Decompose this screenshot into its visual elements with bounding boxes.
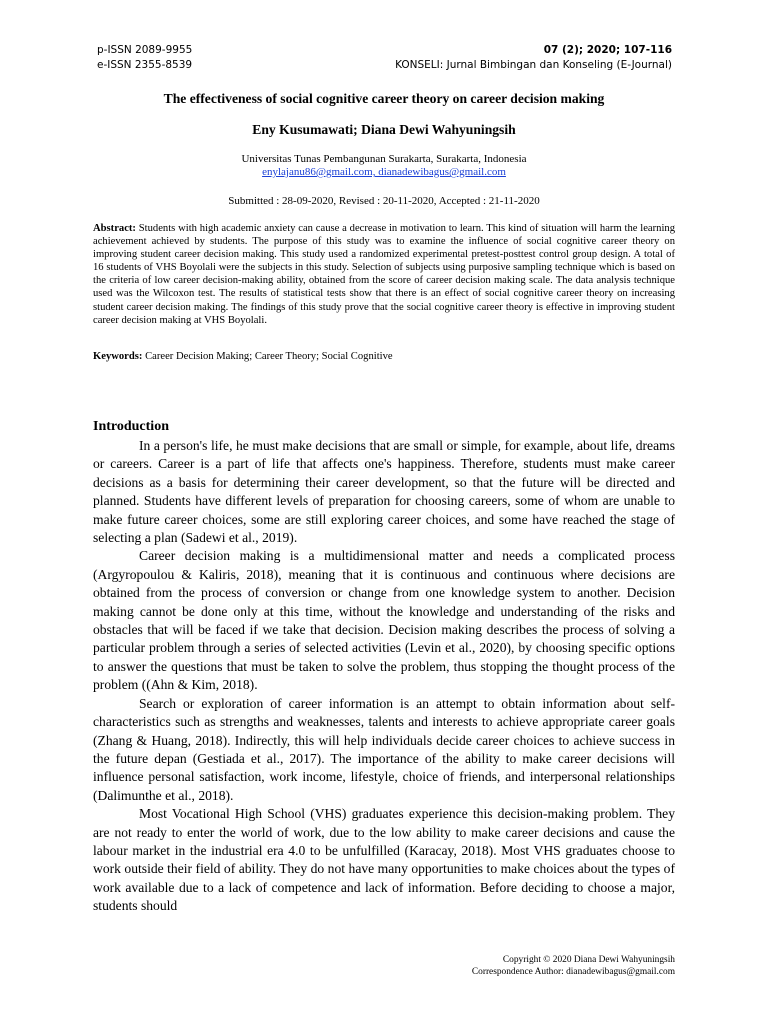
correspondence-author: Correspondence Author: dianadewibagus@gmail.com [471, 966, 675, 977]
section-heading-introduction: Introduction [93, 419, 169, 434]
paragraph: In a person's life, he must make decisions that are small or simple, for example, about life, dreams or careers. Career is a part of life that affects one's happiness. Therefore, students must make career decisions as a basis for determining their career development, so that the future will be directed and planned. Students have different levels of preparation for choosing careers, some of whom are unable to make future career choices, some are still exploring career choices, and some have reached the stage of selecting a plan (Sadewi et al., 2019). [93, 438, 675, 546]
keywords [93, 350, 675, 363]
author-emails[interactable]: enylajanu86@gmail.com, dianadewibagus@gmail.com [262, 166, 506, 178]
submission-dates: Submitted : 28-09-2020, Revised : 20-11-2020, Accepted : 21-11-2020 [228, 195, 540, 207]
keywords-text: Career Decision Making; Career Theory; Social Cognitive [142, 351, 393, 362]
copyright-notice: Copyright © 2020 Diana Dewi Wahyuningsih [502, 955, 675, 965]
paragraph: Career decision making is a multidimensional matter and needs a complicated process (Argyropoulou & Kaliris, 2018), meaning that it is continuous and continuous where decisions are obtained from the process of conversion or change from one knowledge system to another. Decision making cannot be done only at this time, without the knowledge and understanding of the risks and obstacles that will be faced if we take that decision. Decision making describes the process of solving a particular problem through a series of selected activities (Levin et al., 2020), by choosing specific options to answer the questions that must be taken to solve the problem, thus stopping the thought process of the problem ((Ahn & Kim, 2018). [93, 548, 675, 693]
paragraph: Most Vocational High School (VHS) graduates experience this decision-making problem. They are not ready to enter the world of work, due to the low ability to make career decisions and cause the labour market in the industrial era 4.0 to be unfulfilled (Karacay, 2018). Most VHS graduates choose to work outside their field of ability. They do not have many opportunities to make choices about the types of work available due to a lack of competence and lack of information. Before deciding to choose a major, students should [93, 806, 675, 914]
print-issn: p-ISSN 2089-9955 [97, 44, 193, 56]
abstract [93, 222, 675, 327]
electronic-issn: e-ISSN 2355-8539 [97, 59, 193, 71]
volume-info: 07 (2); 2020; 107-116 [543, 44, 672, 56]
affiliation: Universitas Tunas Pembangunan Surakarta, Surakarta, Indonesia [241, 153, 527, 165]
journal-name: KONSELI: Jurnal Bimbingan dan Konseling (E-Journal) [395, 59, 672, 71]
journal-info-block [395, 43, 672, 73]
abstract-label: Abstract: [93, 223, 136, 234]
page-footer [472, 955, 675, 978]
paragraph: Search or exploration of career information is an attempt to obtain information about self-characteristics such as strengths and weaknesses, talents and interests to achieve appropriate career goals (Zhang & Huang, 2018). Indirectly, this will help individuals decide career choices to achieve success in the future depan (Gestiada et al., 2017). The importance of the ability to make career decisions will influence personal satisfaction, work income, lifestyle, choice of friends, and interpersonal relationships (Dalimunthe et al., 2018). [93, 695, 675, 803]
keywords-label: Keywords: [93, 351, 143, 362]
issn-block [97, 43, 192, 73]
paper-title: The effectiveness of social cognitive career theory on career decision making [163, 91, 605, 106]
paper-authors: Eny Kusumawati; Diana Dewi Wahyuningsih [252, 122, 516, 137]
abstract-text: Students with high academic anxiety can cause a decrease in motivation to learn. This kind of situation will harm the learning achievement achieved by students. The purpose of this study was to examine the influence of social cognitive career theory on improving student career decision making. This study used a randomized experimental pretest-posttest control group design. A total of 16 students of VHS Boyolali were the subjects in this study. Selection of subjects using purposive sampling technique which is based on the criteria of low career decision-making ability, obtained from the score of career decision making scale. The data analysis technique used was the Wilcoxon test. The results of statistical tests show that there is an effect of social cognitive career theory on increasing student career decision making. The findings of this study prove that the social cognitive career theory is effective in improving student career decision making at VHS Boyolali. [93, 223, 675, 326]
introduction-body [93, 437, 675, 916]
affiliation-block [0, 153, 768, 179]
